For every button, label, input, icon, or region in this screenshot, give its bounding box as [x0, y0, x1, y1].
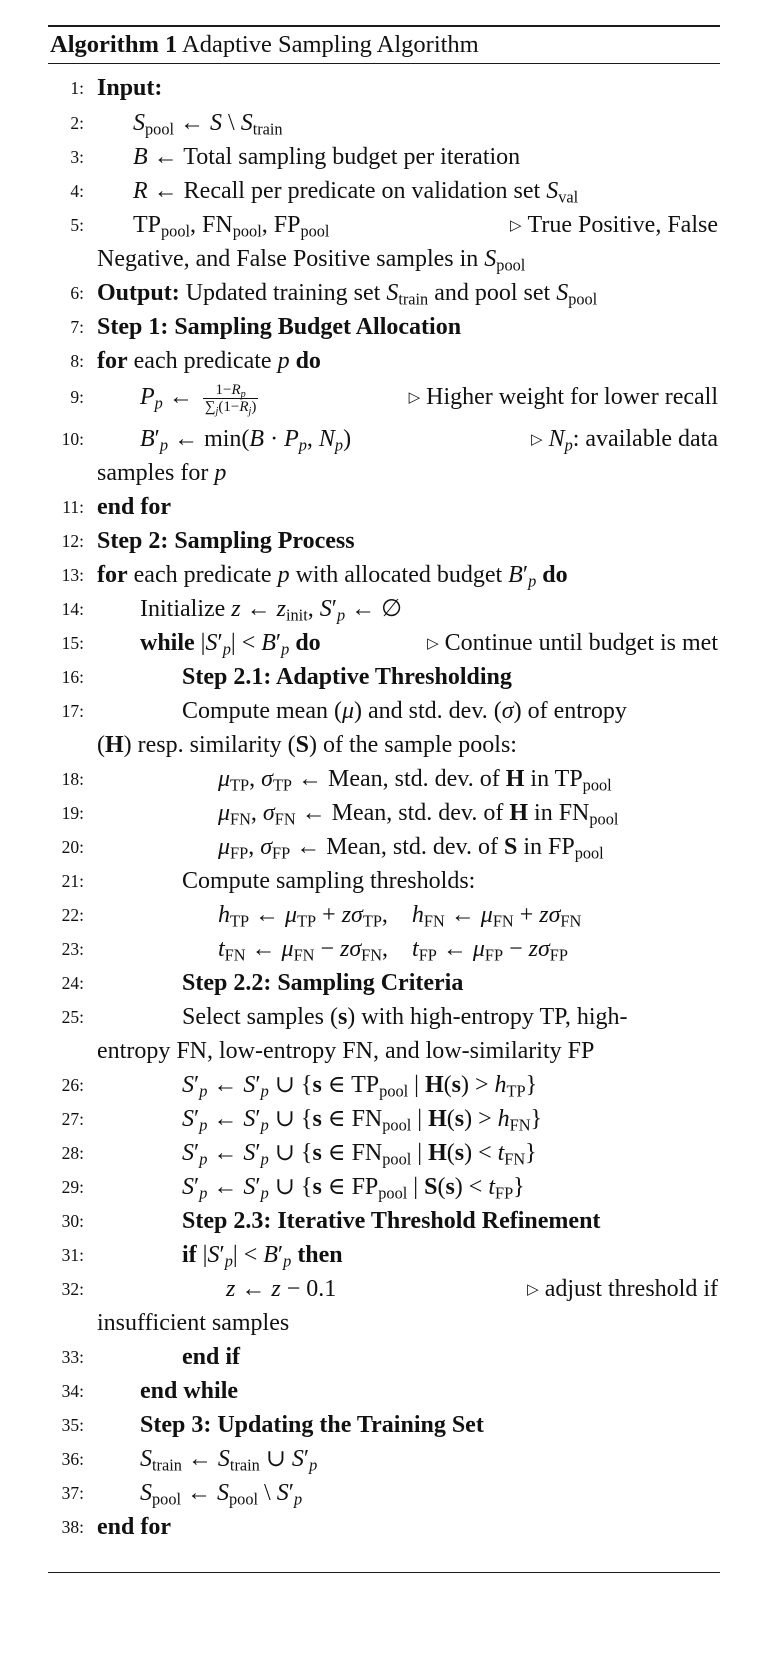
algorithm-name: Adaptive Sampling Algorithm: [182, 31, 479, 58]
for-loop: for each predicate p with allocated budget $B'_p$ do: [97, 562, 568, 591]
line-number: 25:: [61, 1007, 84, 1027]
algorithm-label: Algorithm 1: [50, 31, 178, 58]
line-number: 11:: [62, 497, 84, 517]
algo-line-21: [0, 864, 775, 898]
algo-line-24: [0, 966, 775, 1000]
line-number: 21:: [61, 871, 84, 891]
algo-line-23: [0, 932, 775, 966]
output-line: Output: Updated training set $S_{train}$ and pool set $S_{pool}$: [97, 280, 598, 309]
bottom-rule: [48, 1572, 720, 1573]
line-number: 23:: [61, 939, 84, 959]
top-rule: [48, 25, 720, 27]
algo-line-30: [0, 1204, 775, 1238]
algo-line-35: [0, 1408, 775, 1442]
line-number: 28:: [61, 1143, 84, 1163]
sample-pools: $TP_{pool}$, $FN_{pool}$, $FP_{pool}$: [133, 212, 330, 241]
step-heading: Step 1: Sampling Budget Allocation: [97, 314, 462, 340]
algo-line-17: [0, 694, 775, 758]
algo-line-12: [0, 524, 775, 558]
line-number: 30:: [61, 1211, 84, 1231]
fp-statistics: $\mu_{FP}$, $\sigma_{FP}$ ← Mean, std. dev. of S in $FP_{pool}$: [218, 834, 604, 863]
comment: ▷ Continue until budget is met: [427, 630, 718, 656]
compute-thresholds: Compute sampling thresholds:: [182, 868, 476, 894]
comment: ▷ adjust threshold if: [527, 1276, 718, 1302]
algo-line-32: [0, 1272, 775, 1336]
line-number: 18:: [61, 769, 84, 789]
algo-line-15: [0, 626, 775, 660]
end-if: end if: [182, 1344, 241, 1370]
comment-continuation: insufficient samples: [97, 1310, 290, 1336]
algo-line-11: [0, 490, 775, 524]
select-high-entropy-tp: $S'_p$ ← $S'_p$ ∪ {s ∈ $TP_{pool}$ | $H(s) > h_{TP}$}: [182, 1072, 538, 1101]
line-number: 3:: [70, 147, 84, 167]
algo-line-1: [0, 71, 775, 105]
algo-line-6: [0, 276, 775, 310]
algo-line-9: [0, 380, 775, 417]
algorithm-title: [50, 29, 479, 61]
statement-continuation: (H) resp. similarity (S) of the sample pools:: [97, 732, 517, 758]
comment: ▷ Higher weight for lower recall: [408, 384, 718, 410]
line-number: 32:: [61, 1279, 84, 1299]
end-for: end for: [97, 494, 171, 520]
line-number: 26:: [61, 1075, 84, 1095]
line-number: 7:: [70, 317, 84, 337]
algo-line-29: [0, 1170, 775, 1204]
algo-line-26: [0, 1068, 775, 1102]
line-number: 37:: [61, 1483, 84, 1503]
algo-line-16: [0, 660, 775, 694]
line-number: 29:: [61, 1177, 84, 1197]
line-number: 19:: [61, 803, 84, 823]
line-number: 22:: [61, 905, 84, 925]
budget-definition: B ← Total sampling budget per iteration: [133, 144, 521, 170]
compute-statistics: Compute mean (μ) and std. dev. (σ) of entropy: [182, 698, 627, 724]
algo-line-33: [0, 1340, 775, 1374]
select-high-entropy-fn: $S'_p$ ← $S'_p$ ∪ {s ∈ $FN_{pool}$ | $H(s) > h_{FN}$}: [182, 1106, 543, 1135]
line-number: 35:: [61, 1415, 84, 1435]
budget-formula: $B'_p$ ← $\min(B \cdot P_p$, $N_p$): [140, 426, 352, 455]
line-number: 34:: [61, 1381, 84, 1401]
algo-line-7: [0, 310, 775, 344]
line-number: 1:: [70, 78, 84, 98]
line-number: 31:: [61, 1245, 84, 1265]
comment-continuation: Negative, and False Positive samples in $S_{pool}$: [97, 246, 526, 275]
entropy-thresholds: $h_{TP}$ ← $\mu_{TP} + z\sigma_{TP}$, $h_{FN}$ ← $\mu_{FN} + z\sigma_{FN}$: [218, 902, 582, 931]
tp-statistics: $\mu_{TP}$, $\sigma_{TP}$ ← Mean, std. dev. of H in $TP_{pool}$: [218, 766, 612, 795]
line-number: 8:: [70, 351, 84, 371]
pool-definition: $S_{pool}$ ← S \ $S_{train}$: [133, 110, 283, 139]
weight-formula: $P_p$ ← $\frac{1-R_p}{\sum_j(1-R_j)}$: [140, 381, 257, 417]
algo-line-31: [0, 1238, 775, 1272]
line-number: 14:: [61, 599, 84, 619]
algo-line-2: [0, 106, 775, 140]
line-number: 10:: [61, 429, 84, 449]
fn-statistics: $\mu_{FN}$, $\sigma_{FN}$ ← Mean, std. dev. of H in $FN_{pool}$: [218, 800, 619, 829]
while-loop: while $|S'_p| < B'_p$ do: [140, 630, 321, 659]
line-number: 38:: [61, 1517, 84, 1537]
algo-line-3: [0, 140, 775, 174]
step-heading: Step 3: Updating the Training Set: [140, 1412, 484, 1438]
algo-line-36: [0, 1442, 775, 1476]
algo-line-8: [0, 344, 775, 378]
line-number: 17:: [61, 701, 84, 721]
algo-line-22: [0, 898, 775, 932]
comment: ▷ $N_p$: available data: [531, 426, 718, 455]
algo-line-10: [0, 422, 775, 486]
header-rule: [48, 63, 720, 64]
line-number: 5:: [70, 215, 84, 235]
select-samples: Select samples (s) with high-entropy TP, high-: [182, 1004, 628, 1030]
line-number: 36:: [61, 1449, 84, 1469]
step-heading: Step 2.2: Sampling Criteria: [182, 970, 464, 996]
step-heading: Step 2.3: Iterative Threshold Refinement: [182, 1208, 601, 1234]
line-number: 20:: [61, 837, 84, 857]
end-for: end for: [97, 1514, 171, 1540]
for-loop: for each predicate p do: [97, 348, 321, 374]
line-number: 15:: [61, 633, 84, 653]
threshold-update: z ← z − 0.1: [226, 1276, 337, 1302]
select-low-entropy-fn: $S'_p$ ← $S'_p$ ∪ {s ∈ $FN_{pool}$ | $H(s) < t_{FN}$}: [182, 1140, 537, 1169]
if-condition: if $|S'_p| < B'_p$ then: [182, 1242, 343, 1271]
statement-continuation: entropy FN, low-entropy FN, and low-similarity FP: [97, 1038, 595, 1064]
algo-line-38: [0, 1510, 775, 1544]
initialize: Initialize z ← $z_{init}$, $S'_p$ ← ∅: [140, 596, 403, 625]
pool-update: $S_{pool}$ ← $S_{pool}$ \ $S'_p$: [140, 1480, 303, 1509]
low-thresholds: $t_{FN}$ ← $\mu_{FN} - z\sigma_{FN}$, $t_{FP}$ ← $\mu_{FP} - z\sigma_{FP}$: [218, 936, 568, 965]
line-number: 16:: [61, 667, 84, 687]
input-keyword: Input:: [97, 75, 163, 101]
algo-line-25: [0, 1000, 775, 1064]
algo-line-4: [0, 174, 775, 208]
recall-definition: R ← Recall per predicate on validation set $S_{val}$: [133, 178, 579, 207]
line-number: 2:: [70, 113, 84, 133]
algo-line-28: [0, 1136, 775, 1170]
line-number: 27:: [61, 1109, 84, 1129]
algo-line-5: [0, 208, 775, 275]
line-number: 9:: [70, 387, 84, 407]
line-number: 24:: [61, 973, 84, 993]
algo-line-18: [0, 762, 775, 796]
algo-line-14: [0, 592, 775, 626]
weight-fraction: $\frac{1-R_p}{\sum_j(1-R_j)}$: [204, 381, 257, 417]
end-while: end while: [140, 1378, 239, 1404]
algo-line-13: [0, 558, 775, 592]
step-heading: Step 2: Sampling Process: [97, 528, 355, 554]
line-number: 6:: [70, 283, 84, 303]
line-number: 4:: [70, 181, 84, 201]
train-update: $S_{train}$ ← $S_{train}$ ∪ $S'_p$: [140, 1446, 318, 1475]
algo-line-34: [0, 1374, 775, 1408]
line-number: 12:: [61, 531, 84, 551]
algo-line-19: [0, 796, 775, 830]
comment-continuation: samples for p: [97, 460, 227, 486]
select-low-similarity-fp: $S'_p$ ← $S'_p$ ∪ {s ∈ $FP_{pool}$ | $S(s) < t_{FP}$}: [182, 1174, 525, 1203]
algo-line-37: [0, 1476, 775, 1510]
step-heading: Step 2.1: Adaptive Thresholding: [182, 664, 512, 690]
algo-line-20: [0, 830, 775, 864]
algo-line-27: [0, 1102, 775, 1136]
line-number: 13:: [61, 565, 84, 585]
comment: ▷ True Positive, False: [509, 212, 718, 238]
line-number: 33:: [61, 1347, 84, 1367]
